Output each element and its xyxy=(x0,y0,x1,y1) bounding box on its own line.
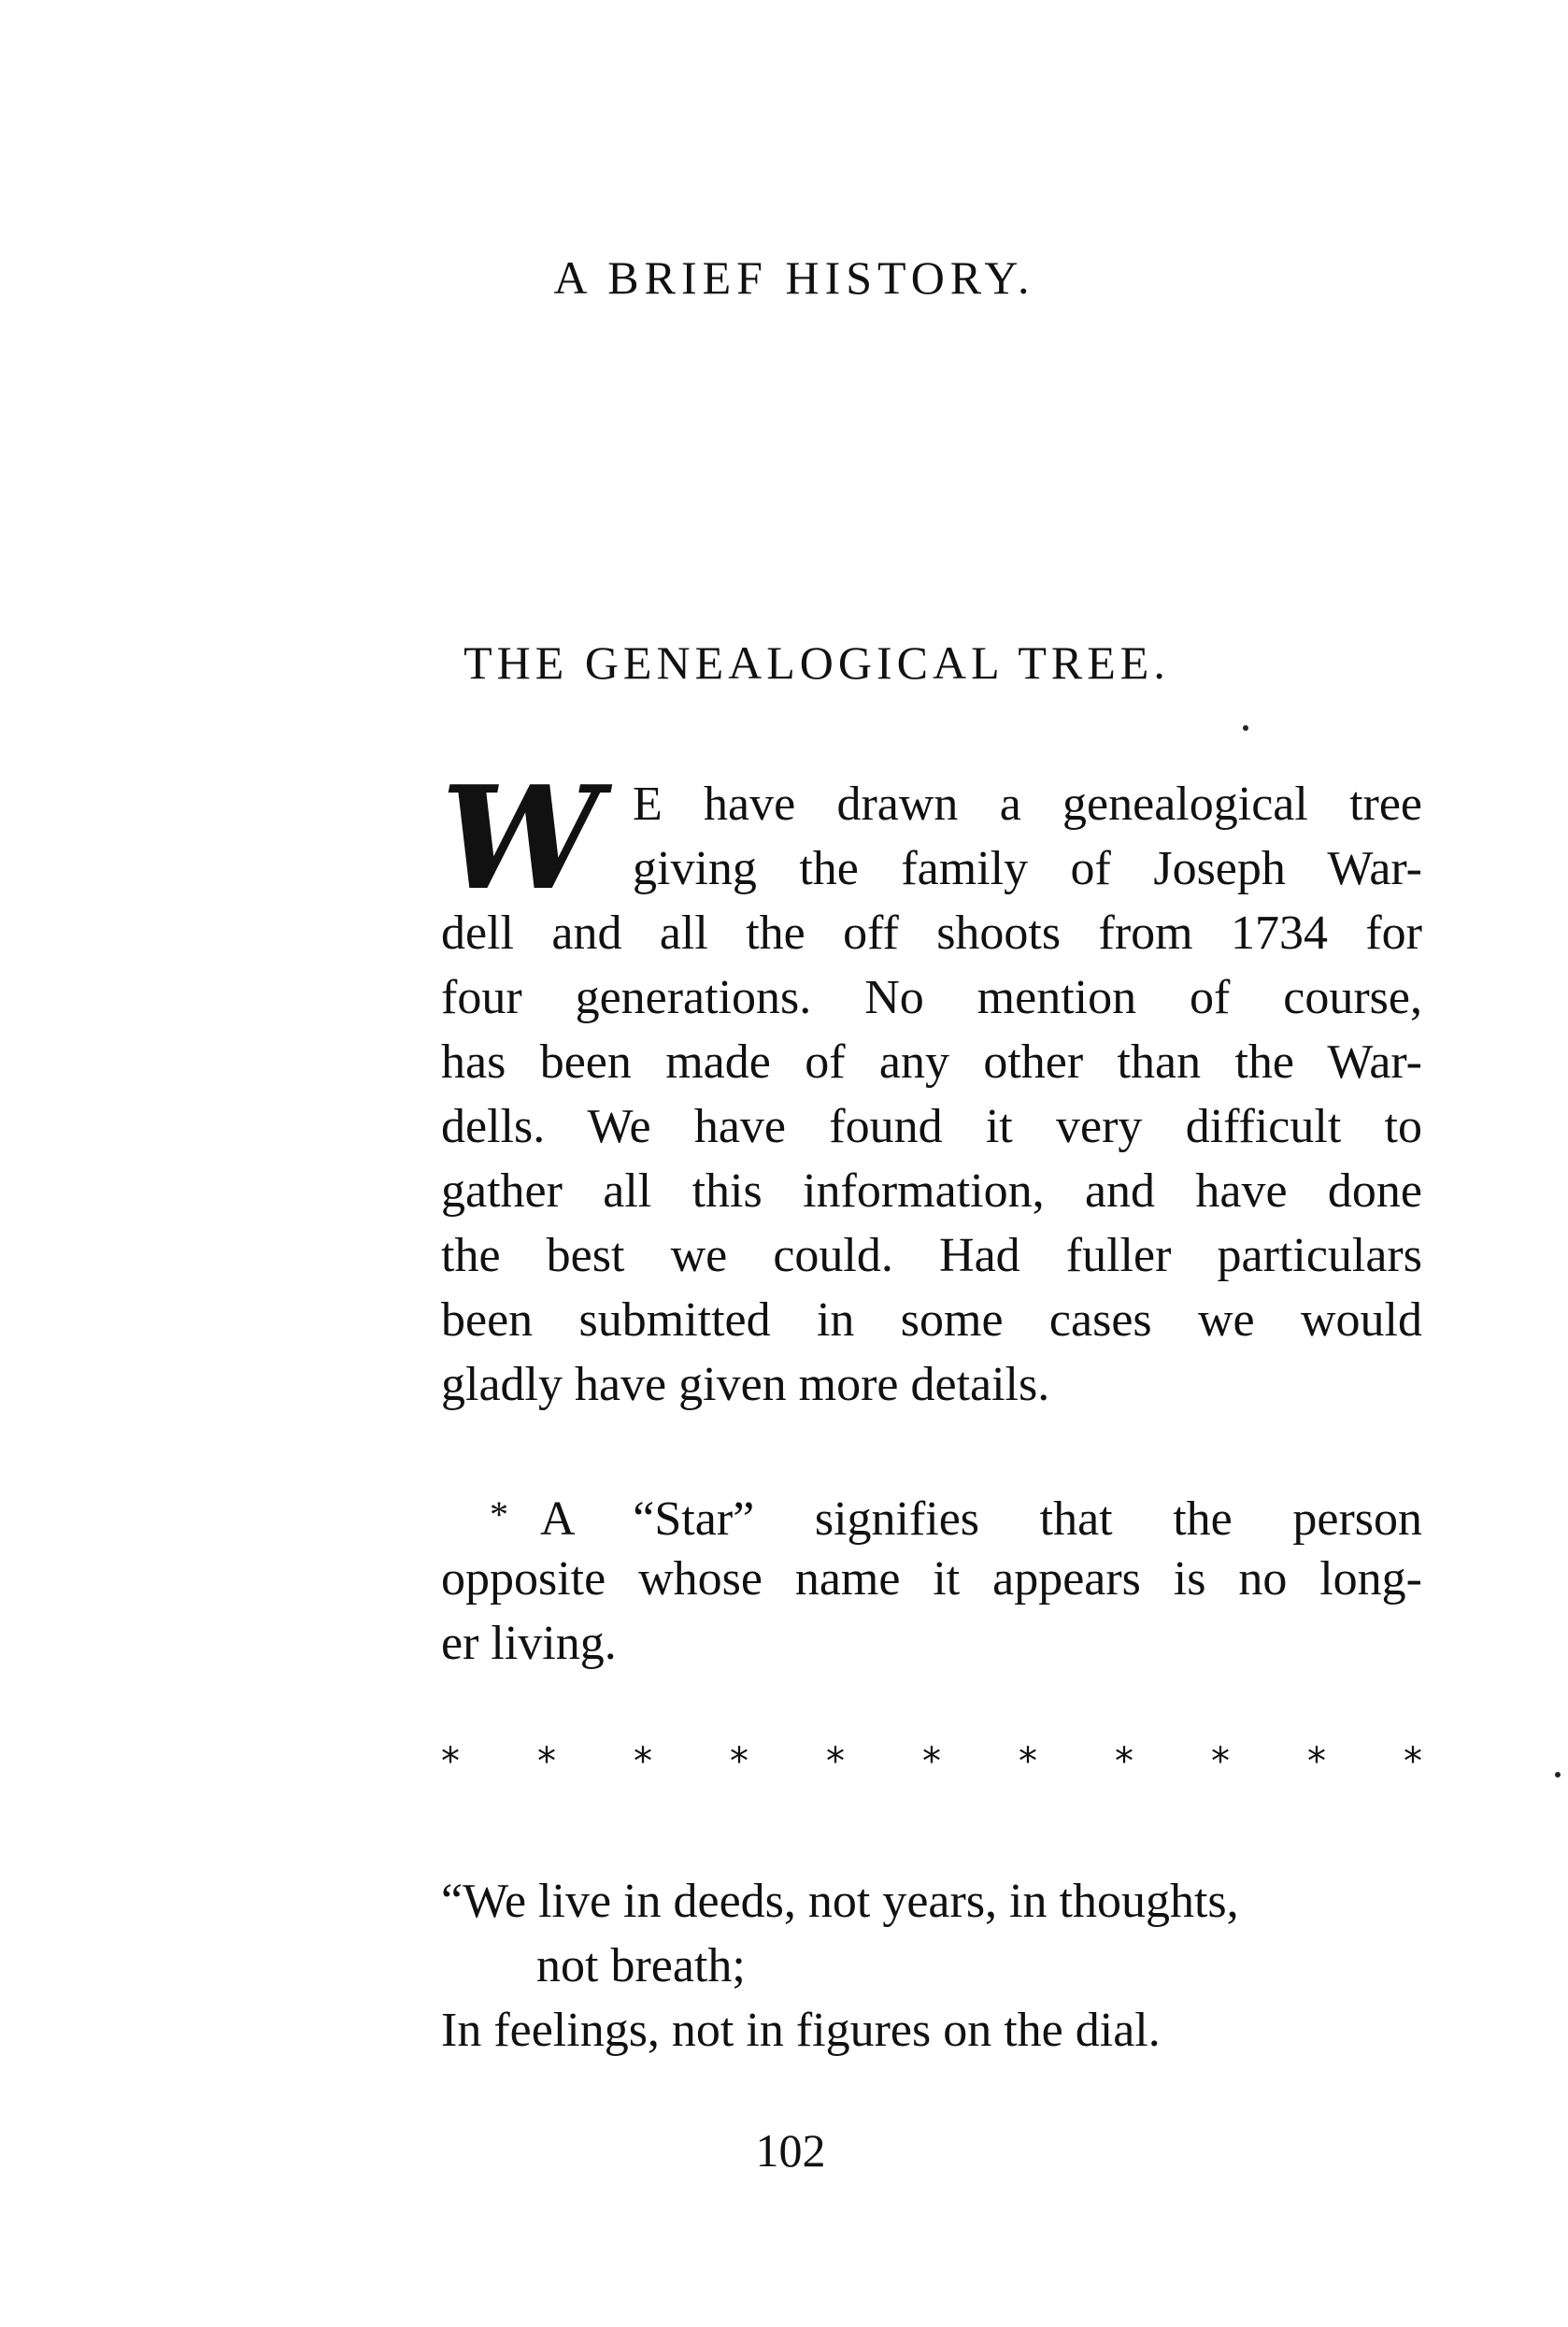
star-note-paragraph xyxy=(441,1482,1422,1676)
note-line-text: A “Star” signifies that the person xyxy=(540,1492,1422,1546)
section-title: THE GENEALOGICAL TREE. xyxy=(463,636,1170,689)
intro-line: giving the family of Joseph War- xyxy=(633,842,1422,895)
ink-speck xyxy=(1243,725,1248,731)
intro-line: E have drawn a genealogical tree xyxy=(633,778,1422,831)
divider-star-icon: * xyxy=(1404,1740,1422,1783)
divider-star-icon: * xyxy=(922,1740,941,1783)
quote-line: “We live in deeds, not years, in thoughts, xyxy=(441,1875,1239,1928)
intro-line: four generations. No mention of course, xyxy=(441,971,1422,1024)
note-line xyxy=(441,1482,1422,1547)
drop-cap: W xyxy=(441,754,593,921)
quote-line: not breath; xyxy=(536,1939,746,1992)
intro-line: has been made of any other than the War- xyxy=(441,1035,1422,1089)
divider-star-icon: * xyxy=(730,1740,748,1783)
intro-line: the best we could. Had fuller particulars xyxy=(441,1229,1422,1282)
intro-line: dell and all the off shoots from 1734 for xyxy=(441,907,1422,960)
divider-star-icon: * xyxy=(634,1740,652,1783)
divider-star-icon: * xyxy=(441,1740,460,1783)
intro-line: dells. We have found it very difficult to xyxy=(441,1100,1422,1153)
star-divider xyxy=(441,1738,1422,1785)
divider-star-icon: * xyxy=(1211,1740,1230,1783)
divider-star-icon: * xyxy=(1307,1740,1326,1783)
quotation xyxy=(441,1869,1422,2063)
running-head: A BRIEF HISTORY. xyxy=(553,251,1035,304)
intro-line: gather all this information, and have done xyxy=(441,1164,1422,1218)
intro-paragraph xyxy=(441,754,1422,1417)
page-number: 102 xyxy=(755,2124,826,2177)
divider-star-icon: * xyxy=(826,1740,845,1783)
divider-star-icon: * xyxy=(537,1740,556,1783)
ink-speck xyxy=(1555,1772,1561,1777)
intro-line: been submitted in some cases we would xyxy=(441,1293,1422,1347)
star-icon: * xyxy=(490,1493,508,1535)
quote-line: In feelings, not in figures on the dial. xyxy=(441,2004,1161,2057)
note-line: er living. xyxy=(441,1617,617,1670)
divider-star-icon: * xyxy=(1019,1740,1037,1783)
intro-line: gladly have given more details. xyxy=(441,1358,1050,1411)
note-line: opposite whose name it appears is no long- xyxy=(441,1552,1422,1606)
divider-star-icon: * xyxy=(1115,1740,1133,1783)
